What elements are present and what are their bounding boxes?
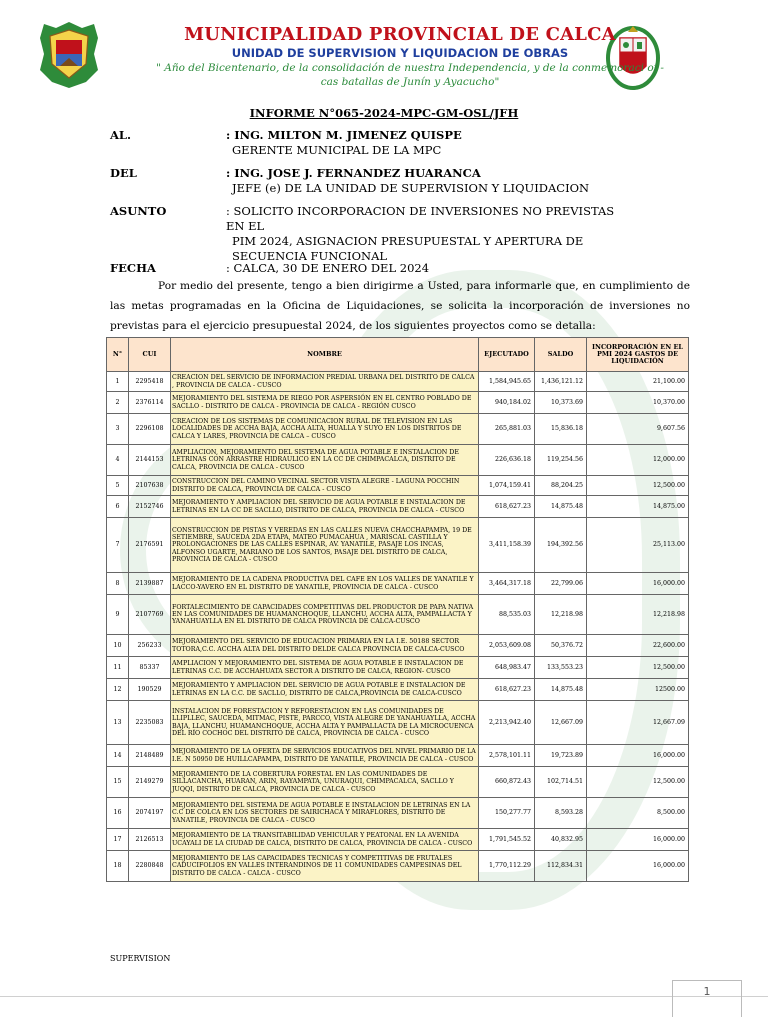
cell-nombre: MEJORAMIENTO DEL SERVICIO DE EDUCACION PRIMARIA EN LA I.E. 50188 SECTOR TOTORA,C.C. ACCHA ALTA DEL DISTRITO DELDE CALCA PROVINCIA DE CALCA-CUSCO [171,635,479,657]
municipal-shield-icon [38,20,100,90]
cell-nombre: MEJORAMIENTO DE LA COBERTURA FORESTAL EN LAS COMUNIDADES DE SILLACANCHA, HUARAN, ARIN, RAYAMPATA, UNURAQUI, CHIMPACALCA, SACLLO Y JUQQI, DISTRITO DE CALCA, PROVINCIA DE CALCA - CUSCO [171,767,479,798]
asunto-line-3: SECUENCIA FUNCIONAL [232,249,388,263]
cell-ejecutado: 940,184.02 [479,392,535,414]
cell-nombre: MEJORAMIENTO Y AMPLIACION DEL SERVICIO DE AGUA POTABLE E INSTALACION DE LETRINAS EN LA C.C. DE SACLLO, DISTRITO DE CALCA,PROVINCIA DE CALCA-CUSCO [171,679,479,701]
cell-cui: 2126513 [129,829,171,851]
col-header-nombre: NOMBRE [171,338,479,372]
cell-ejecutado: 2,213,942.40 [479,701,535,745]
col-header-ejecutado: EJECUTADO [479,338,535,372]
cell-nombre: CONSTRUCCION DE PISTAS Y VEREDAS EN LAS CALLES NUEVA CHACCHAPAMPA, 19 DE SETIEMBRE, SAUCEDA 2DA ETAPA, MATEO PUMACAHUA , MARISCAL CASTILLA Y PROLONGACIONES DE LAS CALLES ESPINAR, AV. YANATILE, PASAJE LOS INCAS, ALFONSO UGARTE, MARIANO DE LOS SANTOS, PASAJE DEL DISTRITO DE CALCA, PROVINCIA DE CALCA - CUSCO [171,518,479,573]
del-block [226,166,626,196]
report-title: INFORME N°065-2024-MPC-GM-OSL/JFH [249,106,519,120]
cell-cui: 2107769 [129,595,171,635]
cell-ejecutado: 226,636.18 [479,445,535,476]
cell-n: 8 [107,573,129,595]
cell-nombre: CONSTRUCCION DEL CAMINO VECINAL SECTOR VISTA ALEGRE - LAGUNA POCCHIN DISTRITO DE CALCA, PROVINCIA DE CALCA - CUSCO [171,476,479,496]
cell-saldo: 1,436,121.12 [535,372,587,392]
cell-n: 13 [107,701,129,745]
cell-saldo: 14,875.48 [535,679,587,701]
cell-nombre: MEJORAMIENTO DEL SISTEMA DE AGUA POTABLE E INSTALACION DE LETRINAS EN LA C.C DE COLCA EN LOS SECTORES DE SAIRICHACA Y MIRAFLORES, DISTRITO DE YANATILE, PROVINCIA DE CALCA - CUSCO [171,798,479,829]
cell-n: 5 [107,476,129,496]
cell-saldo: 8,593.28 [535,798,587,829]
table-row [107,701,689,745]
cell-cui: 190529 [129,679,171,701]
cell-nombre: FORTALECIMIENTO DE CAPACIDADES COMPETITIVAS DEL PRODUCTOR DE PAPA NATIVA EN LAS COMUNIDADES DE HUAMANCHOQUE, LLANCHU, ACCHA ALTA, PAMPALLACTA Y YANAHUAYLLA EN EL DISTRITO DE CALCA PROVINCIA DE CALCA-CUSCO [171,595,479,635]
cell-ejecutado: 2,053,609.08 [479,635,535,657]
del-label: DEL [110,166,137,180]
cell-incorporacion: 12,667.09 [587,701,689,745]
cell-saldo: 50,376.72 [535,635,587,657]
cell-n: 14 [107,745,129,767]
page-number: 1 [672,980,742,1017]
asunto-line-2: PIM 2024, ASIGNACION PRESUPUESTAL Y APERTURA DE [232,234,584,248]
cell-saldo: 194,392.56 [535,518,587,573]
footer-divider [0,996,768,997]
table-row [107,657,689,679]
cell-n: 2 [107,392,129,414]
cell-nombre: AMPLIACION Y MEJORAMIENTO DEL SISTEMA DE AGUA POTABLE E INSTALACION DE LETRINAS C.C. DE ACCHAHUATA SECTOR A DISTRITO DE CALCA, REGION- CUSCO [171,657,479,679]
fecha-value: : CALCA, 30 DE ENERO DEL 2024 [226,261,430,275]
cell-saldo: 22,799.06 [535,573,587,595]
cell-n: 9 [107,595,129,635]
signature-fragment: SUPERVISION [110,954,171,963]
table-header-row [107,338,689,372]
cell-saldo: 88,204.25 [535,476,587,496]
asunto-label: ASUNTO [110,204,167,218]
cell-ejecutado: 648,983.47 [479,657,535,679]
cell-cui: 2149279 [129,767,171,798]
cell-ejecutado: 618,627.23 [479,679,535,701]
cell-cui: 2280848 [129,851,171,882]
year-motto [110,61,710,89]
cell-saldo: 112,834.31 [535,851,587,882]
cell-ejecutado: 1,584,945.65 [479,372,535,392]
cell-cui: 2139887 [129,573,171,595]
cell-n: 17 [107,829,129,851]
intro-paragraph [110,276,690,336]
asunto-block [226,204,626,264]
cell-incorporacion: 12500.00 [587,679,689,701]
cell-n: 4 [107,445,129,476]
cell-n: 10 [107,635,129,657]
cell-saldo: 19,723.89 [535,745,587,767]
cell-ejecutado: 2,578,101.11 [479,745,535,767]
cell-ejecutado: 1,770,112.29 [479,851,535,882]
cell-incorporacion: 25,113.00 [587,518,689,573]
cell-n: 6 [107,496,129,518]
cell-cui: 2176591 [129,518,171,573]
table-body [107,372,689,882]
unit-subtitle: UNIDAD DE SUPERVISION Y LIQUIDACION DE OBRAS [231,46,569,60]
table-row [107,679,689,701]
del-name: : ING. JOSE J. FERNANDEZ HUARANCA [226,166,481,180]
cell-nombre: MEJORAMIENTO DE LA OFERTA DE SERVICIOS EDUCATIVOS DEL NIVEL PRIMARIO DE LA I.E. N 50950 DE HUILLCAPAMPA, DISTRITO DE YANATILE, PROVINCIA DE CALCA - CUSCO [171,745,479,767]
table-row [107,476,689,496]
cell-incorporacion: 16,000.00 [587,851,689,882]
cell-n: 7 [107,518,129,573]
cell-saldo: 14,875.48 [535,496,587,518]
institution-title: MUNICIPALIDAD PROVINCIAL DE CALCA [184,24,616,45]
cell-incorporacion: 16,000.00 [587,745,689,767]
asunto-line-1: : SOLICITO INCORPORACION DE INVERSIONES NO PREVISTAS EN EL [226,204,615,233]
table-row [107,829,689,851]
cell-saldo: 102,714.51 [535,767,587,798]
cell-ejecutado: 88,535.03 [479,595,535,635]
cell-incorporacion: 12,500.00 [587,657,689,679]
al-role: GERENTE MUNICIPAL DE LA MPC [232,143,442,157]
al-name: : ING. MILTON M. JIMENEZ QUISPE [226,128,462,142]
cell-saldo: 10,373.69 [535,392,587,414]
cell-incorporacion: 12,500.00 [587,476,689,496]
cell-incorporacion: 22,600.00 [587,635,689,657]
cell-nombre: MEJORAMIENTO DE LAS CAPACIDADES TECNICAS Y COMPETITIVAS DE FRUTALES CADUCIFOLIOS EN VALLES INTERANDINOS DE 11 COMUNIDADES CAMPESINAS DEL DISTRITO DE CALCA - CALCA - CUSCO [171,851,479,882]
cell-incorporacion: 9,607.56 [587,414,689,445]
cell-cui: 2235083 [129,701,171,745]
cell-ejecutado: 3,464,317.18 [479,573,535,595]
cell-cui: 2144153 [129,445,171,476]
intro-text: Por medio del presente, tengo a bien dirigirme a Usted, para informarle que, en cumplimiento de las metas programadas en la Oficina de Liquidaciones, se solicita la incorporación de inversiones no previstas para el ejercicio presupuestal 2024, de los siguientes proyectos como se detalla: [110,280,690,332]
cell-nombre: CREACION DE LOS SISTEMAS DE COMUNICACION RURAL DE TELEVISION EN LAS LOCALIDADES DE ACCHA BAJA, ACCHA ALTA, HUALLA Y SUYO EN LOS DISTRITOS DE CALCA Y LARES, PROVINCIA DE CALCA – CUSCO [171,414,479,445]
cell-saldo: 12,667.09 [535,701,587,745]
table-row [107,445,689,476]
cell-incorporacion: 12,000.00 [587,445,689,476]
cell-nombre: MEJORAMIENTO DEL SISTEMA DE RIEGO POR ASPERSIÓN EN EL CENTRO POBLADO DE SACLLO - DISTRITO DE CALCA - PROVINCIA DE CALCA - REGIÓN CUSCO [171,392,479,414]
table-row [107,851,689,882]
cell-incorporacion: 16,000.00 [587,573,689,595]
fecha-label: FECHA [110,261,156,275]
cell-incorporacion: 12,218.98 [587,595,689,635]
cell-saldo: 15,836.18 [535,414,587,445]
cell-saldo: 40,832.95 [535,829,587,851]
table-row [107,496,689,518]
projects-table [106,337,689,882]
cell-nombre: INSTALACION DE FORESTACION Y REFORESTACION EN LAS COMUNIDADES DE LLIPLLEC, SAUCEDA, MITMAC, PISTE, PARCCO, VISTA ALEGRE DE YANAHUAYLLA, ACCHA BAJA, LLANCHU, HUAMANCHOQUE, ACCHA ALTA Y PAMPALLACTA DE LA MICROCUENCA DEL RÍO COCHOC DEL DISTRITO DE CALCA, PROVINCIA DE CALCA - CUSCO [171,701,479,745]
cell-ejecutado: 618,627.23 [479,496,535,518]
table-row [107,518,689,573]
col-header-incorporacion: INCORPORACIÓN EN EL PMI 2024 GASTOS DE LIQUIDACIÓN [587,338,689,372]
cell-cui: 256233 [129,635,171,657]
table-row [107,798,689,829]
col-header-n: N° [107,338,129,372]
table-row [107,745,689,767]
table-row [107,372,689,392]
table-row [107,595,689,635]
cell-cui: 2148489 [129,745,171,767]
cell-nombre: MEJORAMIENTO DE LA TRANSITABILIDAD VEHICULAR Y PEATONAL EN LA AVENIDA UCAYALI DE LA CIUDAD DE CALCA, DISTRITO DE CALCA, PROVINCIA DE CALCA - CUSCO [171,829,479,851]
cell-saldo: 119,254.56 [535,445,587,476]
motto-line-2: cas batallas de Junín y Ayacucho" [320,76,500,88]
cell-nombre: MEJORAMIENTO DE LA CADENA PRODUCTIVA DEL CAFE EN LOS VALLES DE YANATILE Y LACCO-YAVERO EN EL DISTRITO DE YANATILE, PROVINCIA DE CALCA - CUSCO [171,573,479,595]
cell-n: 1 [107,372,129,392]
table-row [107,414,689,445]
cell-ejecutado: 660,872.43 [479,767,535,798]
cell-cui: 2152746 [129,496,171,518]
cell-saldo: 12,218.98 [535,595,587,635]
del-role: JEFE (e) DE LA UNIDAD DE SUPERVISION Y LIQUIDACION [232,181,590,195]
cell-n: 16 [107,798,129,829]
cell-incorporacion: 12,500.00 [587,767,689,798]
col-header-cui: CUI [129,338,171,372]
cell-ejecutado: 1,791,545.52 [479,829,535,851]
cell-n: 15 [107,767,129,798]
table-row [107,767,689,798]
cell-ejecutado: 265,881.03 [479,414,535,445]
motto-line-1: " Año del Bicentenario, de la consolidación de nuestra Independencia, y de la conmemoraci oi - [156,62,664,74]
cell-nombre: CREACION DEL SERVICIO DE INFORMACION PREDIAL URBANA DEL DISTRITO DE CALCA , PROVINCIA DE CALCA - CUSCO [171,372,479,392]
col-header-saldo: SALDO [535,338,587,372]
cell-saldo: 133,553.23 [535,657,587,679]
table-row [107,392,689,414]
cell-n: 12 [107,679,129,701]
cell-incorporacion: 21,100.00 [587,372,689,392]
cell-nombre: MEJORAMIENTO Y AMPLIACION DEL SERVICIO DE AGUA POTABLE E INSTALACION DE LETRINAS EN LA CC DE SACLLO, DISTRITO DE CALCA, PROVINCIA DE CALCA - CUSCO [171,496,479,518]
cell-cui: 2296108 [129,414,171,445]
cell-n: 11 [107,657,129,679]
cell-cui: 2295418 [129,372,171,392]
al-block [226,128,626,158]
cell-cui: 2074197 [129,798,171,829]
cell-cui: 2376114 [129,392,171,414]
cell-incorporacion: 8,500.00 [587,798,689,829]
al-label: AL. [110,128,132,142]
cell-n: 3 [107,414,129,445]
cell-ejecutado: 1,074,159.41 [479,476,535,496]
cell-incorporacion: 16,000.00 [587,829,689,851]
cell-cui: 2107638 [129,476,171,496]
table-row [107,573,689,595]
cell-nombre: AMPLIACION, MEJORAMIENTO DEL SISTEMA DE AGUA POTABLE E INSTALACION DE LETRINAS CON ARRASTRE HIDRAULICO EN LA CC DE CHIMPACALCA, DISTRITO DE CALCA, PROVINCIA DE CALCA - CUSCO [171,445,479,476]
cell-n: 18 [107,851,129,882]
cell-incorporacion: 14,875.00 [587,496,689,518]
cell-ejecutado: 3,411,158.39 [479,518,535,573]
cell-incorporacion: 10,370.00 [587,392,689,414]
cell-ejecutado: 150,277.77 [479,798,535,829]
cell-cui: 85337 [129,657,171,679]
table-row [107,635,689,657]
